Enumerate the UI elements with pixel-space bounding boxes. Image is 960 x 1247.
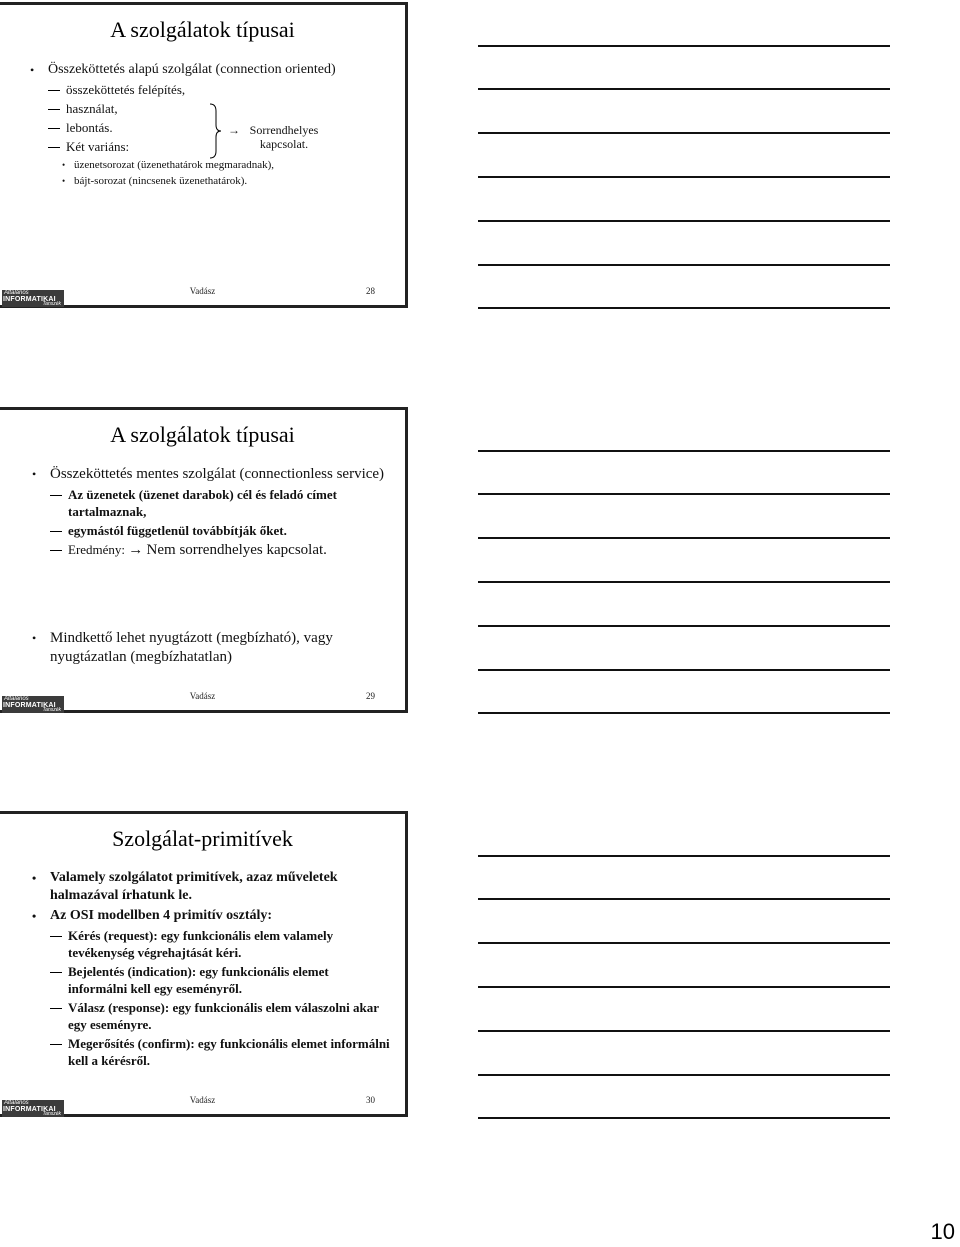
logo-text: Általános — [4, 1100, 29, 1106]
slide-title: Szolgálat-primitívek — [112, 826, 293, 851]
note-line — [478, 45, 890, 47]
bullet-item: • Mindkettő lehet nyugtázott (megbízható), vagy nyugtázatlan (megbízhatatlan) — [30, 629, 391, 667]
footer-author: Vadász — [189, 1095, 216, 1105]
sub-bullet-item: Bejelentés (indication): egy funkcionális elemet informálni kell egy eseményről. — [30, 963, 391, 997]
arrow-icon: → — [228, 123, 240, 137]
sub-bullet-item: használat, — [28, 100, 391, 117]
arrow-icon: → — [128, 542, 144, 558]
logo-text: Általános — [4, 290, 29, 296]
slide-30 — [0, 811, 408, 1117]
slide-number: 30 — [366, 1095, 375, 1105]
note-line — [478, 712, 890, 714]
result-text: Nem sorrendhelyes kapcsolat. — [146, 542, 327, 558]
note-line — [478, 1030, 890, 1032]
note-line — [478, 669, 890, 671]
note-line — [478, 264, 890, 266]
note-line — [478, 1074, 890, 1076]
logo-text: Tanszék — [42, 1111, 61, 1117]
brace-note: Sorrendhelyes kapcsolat. — [249, 123, 319, 151]
page-number: 10 — [930, 1219, 955, 1244]
sub-bullet-item: Az üzenetek (üzenet darabok) cél és feladó címet tartalmaznak, — [30, 486, 391, 520]
note-line — [478, 176, 890, 178]
note-line — [478, 581, 890, 583]
note-line — [478, 1117, 890, 1119]
note-line — [478, 537, 890, 539]
sub-bullet-item: Megerősítés (confirm): egy funkcionális elemet informálni kell a kérésről. — [30, 1035, 391, 1069]
sub-bullet-item: lebontás. — [28, 119, 391, 136]
result-label: Eredmény: — [68, 542, 126, 557]
sub-bullet-item: Két variáns: — [28, 138, 391, 155]
note-line — [478, 88, 890, 90]
note-line — [478, 625, 890, 627]
slide-number: 28 — [366, 286, 375, 296]
note-line — [478, 898, 890, 900]
slide-29 — [0, 407, 408, 713]
footer-author: Vadász — [189, 691, 216, 701]
logo-text: INFORMATIKAI — [3, 1106, 56, 1113]
slide-content — [30, 465, 391, 561]
footer-author: Vadász — [189, 286, 216, 296]
sub-bullet-item — [30, 541, 391, 559]
logo-text: INFORMATIKAI — [3, 296, 56, 303]
sub-sub-bullet-item: • bájt-sorozat (nincsenek üzenethatárok). — [28, 173, 391, 189]
sub-bullet-item: Válasz (response): egy funkcionális elem válaszolni akar egy eseményre. — [30, 999, 391, 1033]
slide-28 — [0, 2, 408, 308]
slide-title: A szolgálatok típusai — [110, 422, 295, 447]
logo-text: Tanszék — [42, 301, 61, 307]
sub-bullet-item: összeköttetés felépítés, — [28, 81, 391, 98]
sub-sub-bullet-item: • üzenetsorozat (üzenethatárok megmaradnak), — [28, 157, 391, 173]
note-line — [478, 493, 890, 495]
bullet-item: • Összeköttetés alapú szolgálat (connection oriented) — [28, 61, 391, 79]
logo-text: Általános — [4, 696, 29, 702]
note-line — [478, 986, 890, 988]
sub-bullet-item: egymástól függetlenül továbbítják őket. — [30, 522, 391, 539]
curly-brace — [208, 103, 222, 159]
slide-number: 29 — [366, 691, 375, 701]
slide-title: A szolgálatok típusai — [110, 17, 295, 42]
note-line — [478, 132, 890, 134]
bullet-item: • Az OSI modellben 4 primitív osztály: — [30, 907, 391, 925]
slide-content — [30, 869, 391, 1071]
note-line — [478, 942, 890, 944]
note-line — [478, 307, 890, 309]
bullet-item: • Valamely szolgálatot primitívek, azaz műveletek halmazával írhatunk le. — [30, 869, 391, 905]
bullet-item: • Összeköttetés mentes szolgálat (connectionless service) — [30, 465, 391, 484]
note-line — [478, 220, 890, 222]
note-line — [478, 855, 890, 857]
note-line — [478, 450, 890, 452]
logo-text: INFORMATIKAI — [3, 702, 56, 709]
slide-content — [30, 629, 391, 669]
sub-bullet-item: Kérés (request): egy funkcionális elem valamely tevékenység végrehajtását kéri. — [30, 927, 391, 961]
logo-text: Tanszék — [42, 707, 61, 713]
